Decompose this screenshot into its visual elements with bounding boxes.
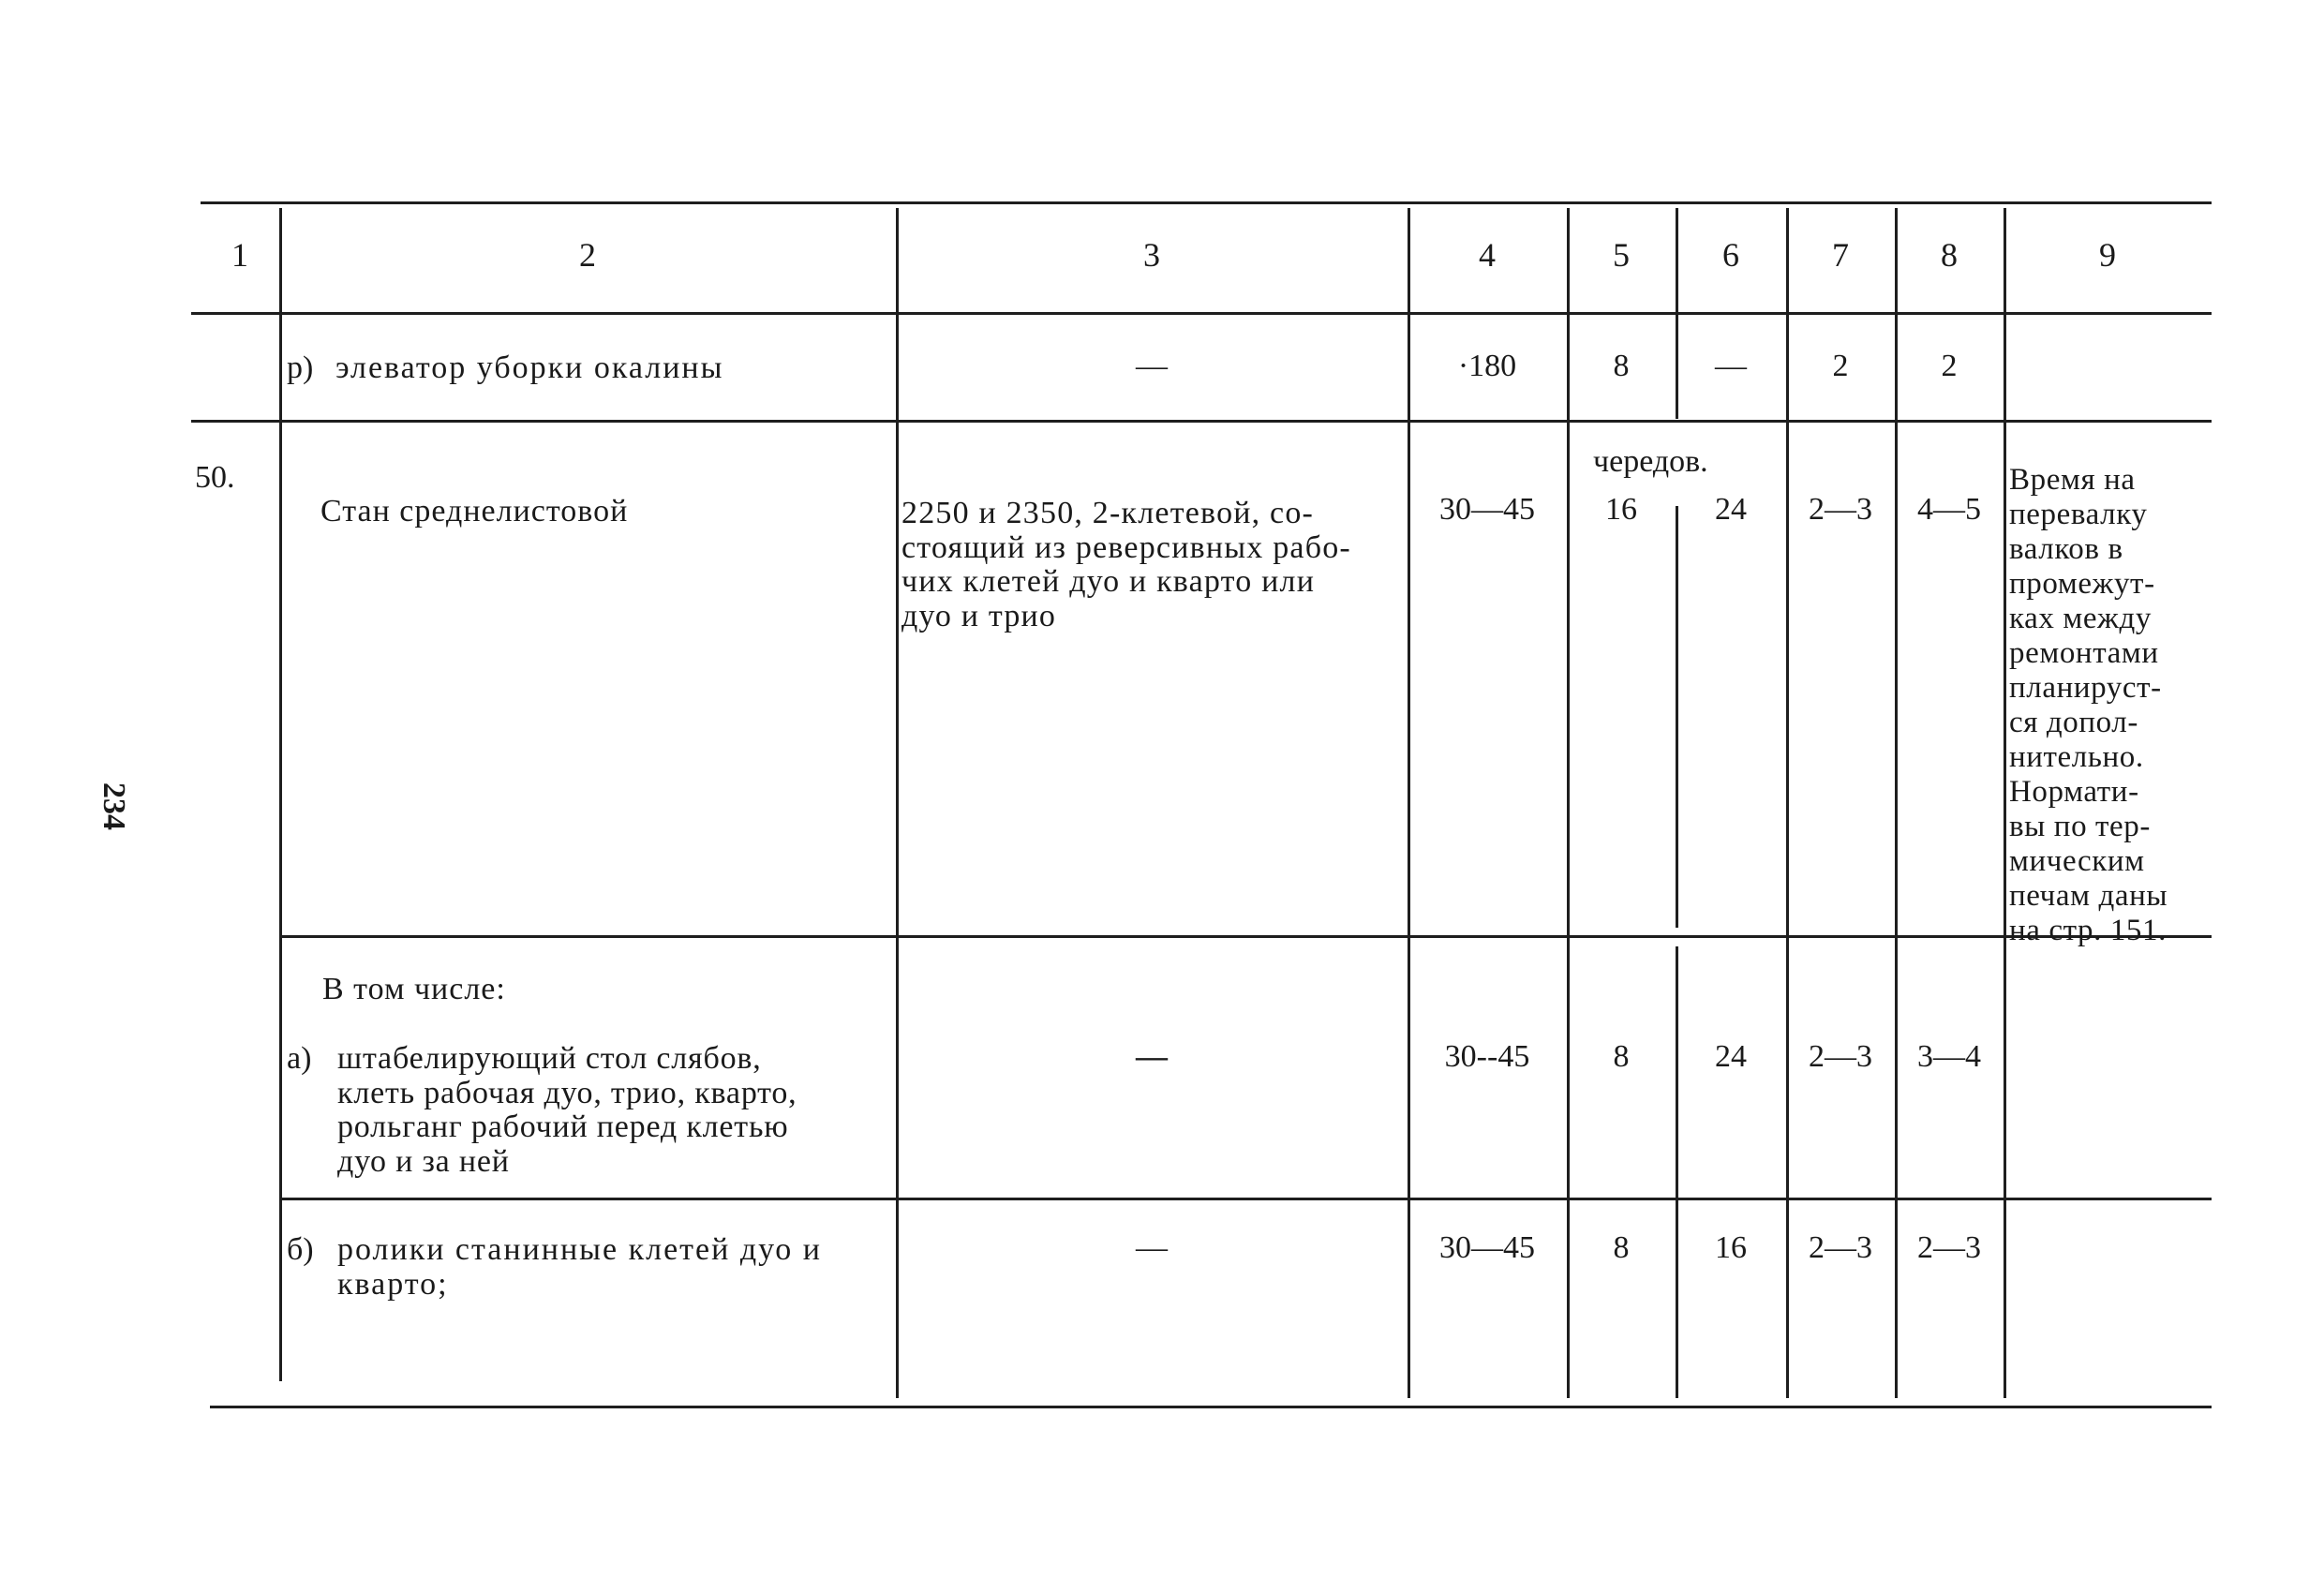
row-b-col8: 2—3 [1917,1230,1981,1265]
row-r-bottom-rule [191,420,2212,423]
row-50-name: Стан среднелистовой [320,494,629,529]
row-r-col6: — [1715,349,1747,383]
including-label: В том числе: [322,972,506,1006]
header-bottom-rule [191,312,2212,315]
row-50-col8: 4—5 [1917,492,1981,527]
row-50-col6: 24 [1715,492,1747,527]
row-50-description: 2250 и 2350, 2-клетевой, со- стоящий из реверсивных рабо- чих клетей дуо и кварто или дуо и трио [901,496,1351,633]
header-col-4: 4 [1479,236,1496,274]
col-divider-1-2 [279,208,282,1381]
row-r-col8: 2 [1941,349,1958,383]
header-col-7: 7 [1832,236,1849,274]
row-50-col4: 30—45 [1439,492,1535,527]
col-divider-7-8 [1895,208,1898,1398]
row-a-col6: 24 [1715,1039,1747,1074]
row-b-name: ролики станинные клетей дуо и кварто; [337,1232,822,1302]
col-divider-3-4 [1408,208,1410,1398]
row-r-col7: 2 [1832,349,1849,383]
table-bottom-rule [210,1406,2212,1408]
table-top-rule [201,201,2212,204]
row-50-col56-header: чередов. [1593,444,1708,479]
row-a-col3: — [1136,1039,1168,1074]
row-b-col6: 16 [1715,1230,1747,1265]
row-a-bottom-rule [279,1198,2212,1200]
row-b-col3: — [1136,1230,1168,1265]
row-a-col5: 8 [1613,1039,1630,1074]
row-50-number: 50. [195,460,235,495]
header-col-5: 5 [1613,236,1630,274]
header-col-9: 9 [2099,236,2116,274]
row-50-col5: 16 [1605,492,1637,527]
col-divider-5-6-bottom [1676,946,1678,1398]
col-divider-6-7 [1786,208,1789,1398]
header-col-8: 8 [1941,236,1958,274]
col-divider-4-5 [1567,208,1570,1398]
row-50-note: Время на перевалку валков в промежут- ках между ремонтами планируст- ся допол- нительно. Нормати- вы по тер- мическим печам даны на стр. 151. [2009,463,2168,947]
page-number: 234 [97,782,131,830]
col-divider-2-3 [896,208,899,1398]
col-divider-5-6-middle [1676,506,1678,928]
row-a-label: а) [287,1041,312,1076]
row-a-col4: 30--45 [1444,1039,1530,1074]
row-b-col4: 30—45 [1439,1230,1535,1265]
row-a-col8: 3—4 [1917,1039,1981,1074]
row-50-col7: 2—3 [1809,492,1872,527]
header-col-6: 6 [1722,236,1739,274]
row-b-col7: 2—3 [1809,1230,1872,1265]
header-col-1: 1 [231,236,248,274]
row-r-col5: 8 [1613,349,1630,383]
row-r-col4: ·180 [1457,349,1517,383]
row-a-name: штабелирующий стол слябов, клеть рабочая дуо, трио, кварто, рольганг рабочий перед клетью дуо и за ней [337,1041,797,1179]
col-divider-8-9 [2004,208,2006,1398]
row-a-col7: 2—3 [1809,1039,1872,1074]
including-top-rule [279,935,2212,938]
header-col-2: 2 [579,236,596,274]
row-b-label: б) [287,1232,314,1267]
row-r-label: р) [287,350,314,385]
header-col-3: 3 [1143,236,1160,274]
row-r-name: элеватор уборки окалины [335,350,724,385]
row-b-col5: 8 [1613,1230,1630,1265]
row-r-col3: — [1136,349,1168,383]
